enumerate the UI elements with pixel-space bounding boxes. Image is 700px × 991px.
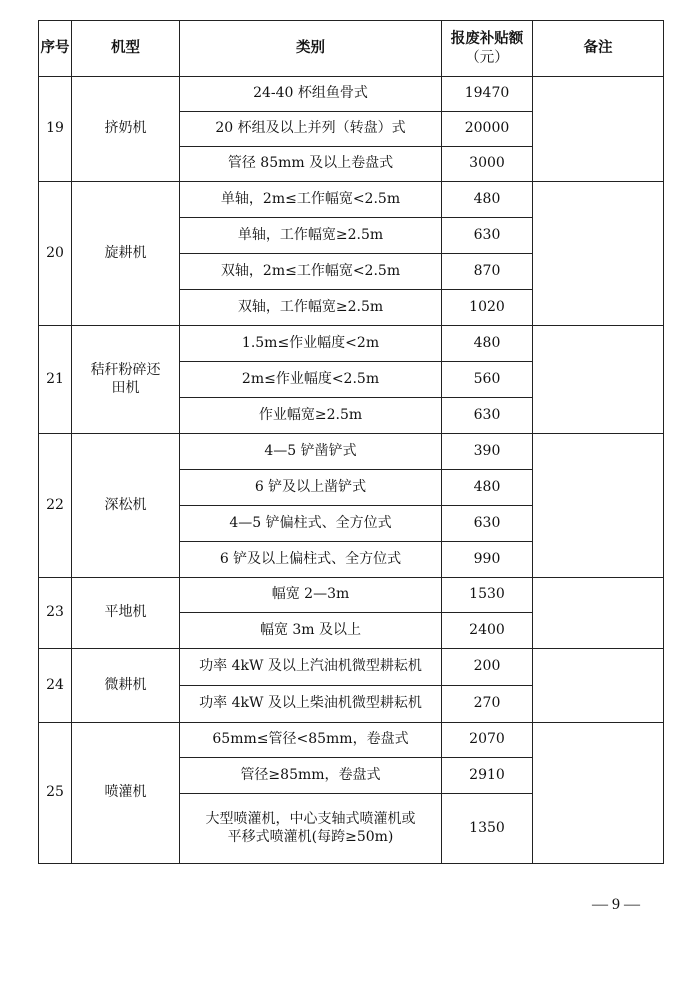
header-amount (442, 21, 533, 77)
subsidy-table (38, 20, 664, 864)
remark-cell (533, 649, 664, 723)
amount-cell: 630 (442, 506, 533, 542)
machine-cell: 深松机 (72, 434, 180, 578)
category-cell: 2m≤作业幅度<2.5m (180, 362, 442, 398)
remark-cell (533, 326, 664, 434)
table-row (39, 77, 664, 112)
machine-cell: 旋耕机 (72, 182, 180, 326)
category-cell: 幅宽 3m 及以上 (180, 613, 442, 649)
table-header-row (39, 21, 664, 77)
amount-cell: 270 (442, 686, 533, 723)
amount-cell: 2400 (442, 613, 533, 649)
table-row (39, 182, 664, 218)
remark-cell (533, 723, 664, 864)
category-cell: 4—5 铲偏柱式、全方位式 (180, 506, 442, 542)
category-cell: 单轴，2m≤工作幅宽<2.5m (180, 182, 442, 218)
header-seq: 序号 (39, 21, 72, 77)
seq-cell: 22 (39, 434, 72, 578)
amount-cell: 480 (442, 470, 533, 506)
category-cell: 24-40 杯组鱼骨式 (180, 77, 442, 112)
seq-cell: 21 (39, 326, 72, 434)
amount-cell: 20000 (442, 112, 533, 147)
remark-cell (533, 434, 664, 578)
category-cell: 管径≥85mm，卷盘式 (180, 758, 442, 794)
amount-cell: 1020 (442, 290, 533, 326)
category-cell: 管径 85mm 及以上卷盘式 (180, 147, 442, 182)
category-cell (180, 794, 442, 864)
machine-cell: 挤奶机 (72, 77, 180, 182)
category-cell: 双轴，2m≤工作幅宽<2.5m (180, 254, 442, 290)
table-row (39, 649, 664, 686)
amount-cell: 19470 (442, 77, 533, 112)
amount-cell: 200 (442, 649, 533, 686)
machine-cell: 喷灌机 (72, 723, 180, 864)
amount-cell: 870 (442, 254, 533, 290)
amount-cell: 2910 (442, 758, 533, 794)
machine-cell-text: 秸秆粉碎还田机 (90, 362, 161, 396)
page-number: — 9 — (592, 896, 640, 913)
seq-cell: 19 (39, 77, 72, 182)
machine-cell: 微耕机 (72, 649, 180, 723)
header-remark: 备注 (533, 21, 664, 77)
category-cell: 单轴，工作幅宽≥2.5m (180, 218, 442, 254)
remark-cell (533, 77, 664, 182)
category-cell: 65mm≤管径<85mm，卷盘式 (180, 723, 442, 758)
machine-cell: 平地机 (72, 578, 180, 649)
amount-cell: 390 (442, 434, 533, 470)
amount-cell: 480 (442, 182, 533, 218)
category-cell: 功率 4kW 及以上汽油机微型耕耘机 (180, 649, 442, 686)
category-cell: 幅宽 2—3m (180, 578, 442, 613)
category-cell: 功率 4kW 及以上柴油机微型耕耘机 (180, 686, 442, 723)
category-cell: 6 铲及以上凿铲式 (180, 470, 442, 506)
amount-cell: 560 (442, 362, 533, 398)
remark-cell (533, 182, 664, 326)
amount-cell: 990 (442, 542, 533, 578)
category-cell: 作业幅宽≥2.5m (180, 398, 442, 434)
amount-cell: 630 (442, 398, 533, 434)
category-cell-text: 大型喷灌机，中心支轴式喷灌机或平移式喷灌机(每跨≥50m) (205, 811, 416, 845)
category-cell: 1.5m≤作业幅度<2m (180, 326, 442, 362)
table-row (39, 578, 664, 613)
header-machine: 机型 (72, 21, 180, 77)
seq-cell: 23 (39, 578, 72, 649)
table-row (39, 326, 664, 362)
amount-cell: 1530 (442, 578, 533, 613)
amount-cell: 480 (442, 326, 533, 362)
machine-cell (72, 326, 180, 434)
seq-cell: 25 (39, 723, 72, 864)
header-category: 类别 (180, 21, 442, 77)
header-amount-label: 报废补贴额 (450, 31, 524, 48)
amount-cell: 1350 (442, 794, 533, 864)
amount-cell: 3000 (442, 147, 533, 182)
category-cell: 20 杯组及以上并列（转盘）式 (180, 112, 442, 147)
seq-cell: 20 (39, 182, 72, 326)
header-amount-unit: （元） (465, 49, 509, 66)
table-row (39, 723, 664, 758)
remark-cell (533, 578, 664, 649)
category-cell: 双轴，工作幅宽≥2.5m (180, 290, 442, 326)
table-row (39, 434, 664, 470)
category-cell: 6 铲及以上偏柱式、全方位式 (180, 542, 442, 578)
category-cell: 4—5 铲凿铲式 (180, 434, 442, 470)
amount-cell: 630 (442, 218, 533, 254)
amount-cell: 2070 (442, 723, 533, 758)
seq-cell: 24 (39, 649, 72, 723)
